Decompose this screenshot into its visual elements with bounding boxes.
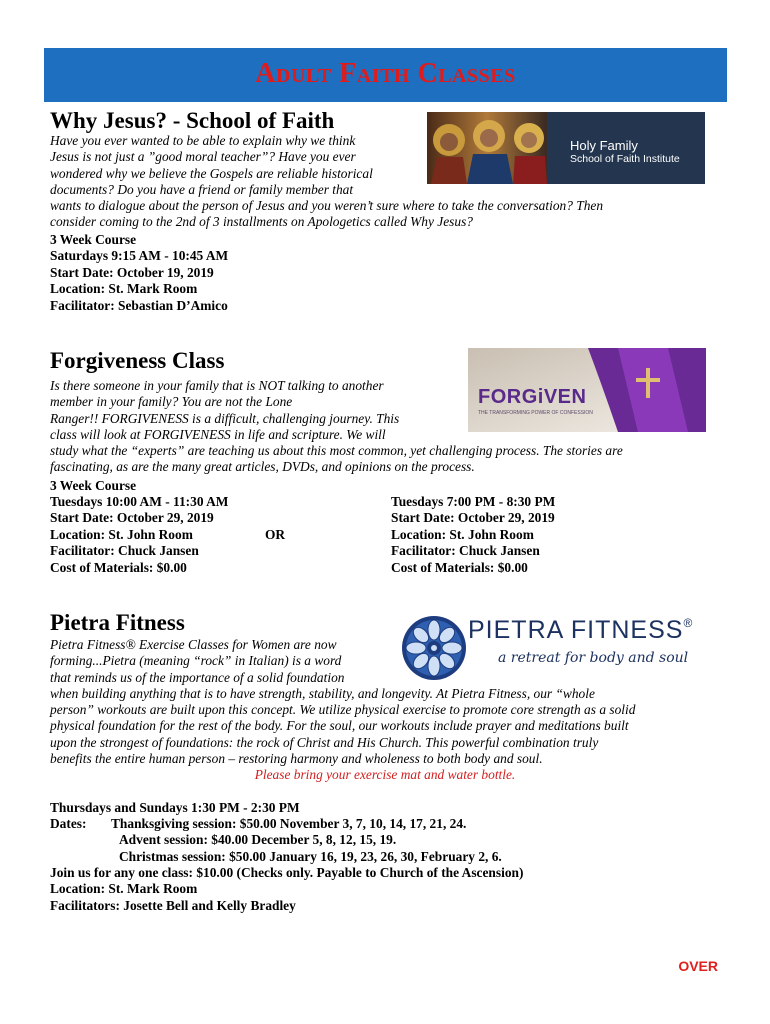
text-line: Jesus is not just a ”good moral teacher”? Have you ever	[50, 149, 356, 165]
detail-line: Cost of Materials: $0.00	[50, 559, 187, 575]
section-heading-forgiveness: Forgiveness Class	[50, 348, 225, 373]
detail-line: Start Date: October 29, 2019	[391, 510, 555, 526]
detail-line: Start Date: October 19, 2019	[50, 264, 214, 280]
forgiven-title: FORGiVEN	[478, 386, 587, 408]
forgiveness-morning-session	[50, 494, 228, 576]
text-line: physical foundation for the rest of the body. For the soul, our workouts include prayer and meditations built	[50, 718, 629, 734]
detail-line: Tuesdays 7:00 PM - 8:30 PM	[391, 494, 556, 509]
detail-line: Location: St. Mark Room	[50, 281, 198, 297]
detail-line: Location: St. John Room	[391, 526, 534, 542]
text-line: that reminds us of the importance of a solid foundation	[50, 669, 345, 685]
detail-line: Location: St. Mark Room	[50, 881, 198, 897]
text-line: forming...Pietra (meaning “rock” in Italian) is a word	[50, 653, 342, 669]
session-line: Advent session: $40.00 December 5, 8, 12, 15, 19.	[119, 832, 397, 848]
text-line: Pietra Fitness® Exercise Classes for Women are now	[50, 637, 337, 652]
text-line: study what the “experts” are teaching us about this most common, yet challenging process. The stories are	[50, 443, 623, 459]
dates-label: Dates:	[50, 816, 87, 831]
text-line: class will look at FORGIVENESS in life and scripture. We will	[50, 426, 386, 442]
text-line: member in your family? You are not the Lone	[50, 394, 293, 410]
detail-line: Saturdays 9:15 AM - 10:45 AM	[50, 248, 229, 264]
title-banner	[44, 48, 727, 102]
text-line: documents? Do you have a friend or family member that	[50, 181, 354, 197]
session-line: Thanksgiving session: $50.00 November 3, 7, 10, 14, 17, 21, 24.	[111, 816, 467, 831]
bring-mat-note: Please bring your exercise mat and water bottle.	[254, 767, 516, 782]
school-of-faith-label: School of Faith Institute	[570, 153, 680, 165]
text-line: upon the strongest of foundations: the rock of Christ and His Church. This powerful combination truly	[50, 734, 599, 750]
detail-line: Facilitator: Chuck Jansen	[50, 543, 199, 559]
pietra-extra-info	[50, 865, 523, 914]
or-separator: OR	[265, 527, 286, 542]
forgiveness-evening-session	[391, 494, 555, 576]
holy-family-label: Holy Family	[570, 138, 638, 153]
text-line: Ranger!! FORGIVENESS is a difficult, challenging journey. This	[50, 410, 400, 426]
forgiven-subtitle: THE TRANSFORMING POWER OF CONFESSION	[478, 410, 593, 416]
section-heading-pietra: Pietra Fitness	[50, 610, 185, 635]
pietra-sessions	[111, 816, 502, 865]
session-line: Christmas session: $50.00 January 16, 19, 23, 26, 30, February 2, 6.	[119, 848, 502, 864]
detail-line: 3 Week Course	[50, 232, 137, 247]
text-line: benefits the entire human person – restoring harmony and wholeness to both body and soul.	[50, 751, 543, 767]
section-heading-why-jesus: Why Jesus? - School of Faith	[50, 108, 335, 133]
detail-line: Location: St. John Room	[50, 526, 193, 542]
why-jesus-details	[50, 232, 228, 314]
detail-line: Facilitator: Sebastian D’Amico	[50, 297, 228, 313]
forgiveness-course-label: 3 Week Course	[50, 478, 137, 493]
pietra-logo-text: PIETRA FITNESS	[468, 616, 684, 644]
text-line: when building anything that is to have strength, stability, and longevity. At Pietra Fitness, our “whole	[50, 685, 595, 701]
detail-line: Cost of Materials: $0.00	[391, 559, 528, 575]
text-line: Is there someone in your family that is NOT talking to another	[50, 378, 384, 393]
over-label: OVER	[678, 958, 718, 974]
registered-mark: ®	[683, 616, 694, 630]
pietra-tagline: a retreat for body and soul	[498, 650, 689, 666]
forgiveness-description	[50, 378, 623, 476]
text-line: Have you ever wanted to be able to explain why we think	[50, 133, 356, 148]
pietra-description	[50, 637, 635, 767]
text-line: wondered why we believe the Gospels are reliable historical	[50, 165, 373, 181]
text-line: consider coming to the 2nd of 3 installments on Apologetics called Why Jesus?	[50, 214, 473, 230]
why-jesus-description	[50, 133, 603, 231]
detail-line: Join us for any one class: $10.00 (Checks only. Payable to Church of the Ascension)	[50, 865, 524, 880]
detail-line: Start Date: October 29, 2019	[50, 510, 214, 526]
pietra-schedule: Thursdays and Sundays 1:30 PM - 2:30 PM	[50, 800, 300, 815]
page-title: Adult Faith Classes	[255, 58, 516, 89]
text-line: wants to dialogue about the person of Jesus and you weren’t sure where to take the conversation? Then	[50, 198, 604, 214]
detail-line: Tuesdays 10:00 AM - 11:30 AM	[50, 494, 229, 509]
detail-line: Facilitator: Chuck Jansen	[391, 543, 540, 559]
text-line: person” workouts are built upon this concept. We utilize physical exercise to promote core strength as a solid	[50, 702, 636, 718]
detail-line: Facilitators: Josette Bell and Kelly Bradley	[50, 897, 296, 913]
text-line: fascinating, as are the many great articles, DVDs, and opinions on the process.	[50, 459, 475, 475]
